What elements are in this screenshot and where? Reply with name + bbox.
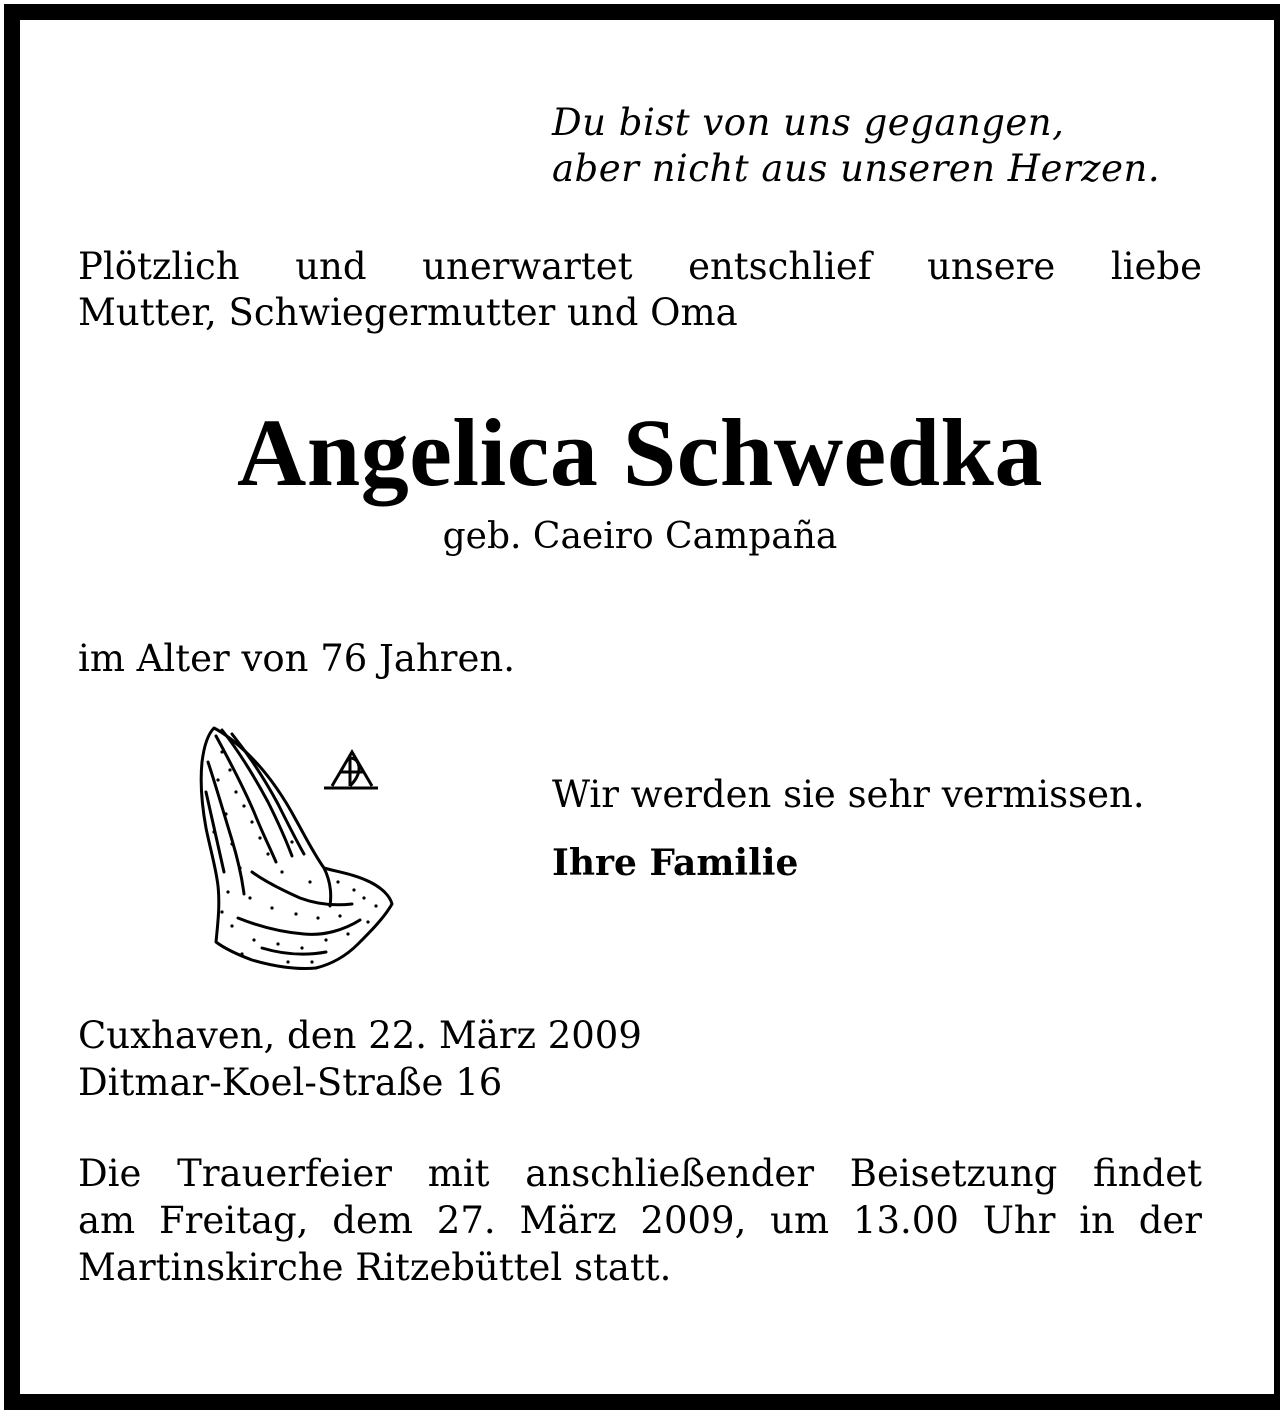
service-line-1: Die Trauerfeier mit anschließender Beisetzung findet bbox=[78, 1152, 1202, 1195]
street-address: Ditmar-Koel-Straße 16 bbox=[78, 1061, 503, 1104]
intro-text bbox=[78, 244, 1202, 336]
monogram-mark bbox=[324, 752, 378, 788]
maiden-name: geb. Caeiro Campaña bbox=[442, 516, 838, 557]
place-and-address bbox=[78, 1012, 642, 1106]
service-info bbox=[78, 1150, 1202, 1291]
intro-line-2: Mutter, Schwiegermutter und Oma bbox=[78, 291, 738, 334]
deceased-name: Angelica Schwedka bbox=[237, 399, 1043, 506]
praying-hands-icon bbox=[192, 722, 402, 974]
motto-line-2: aber nicht aus unseren Herzen. bbox=[552, 147, 1161, 190]
closing-message: Wir werden sie sehr vermissen. bbox=[552, 773, 1145, 816]
motto-line-1: Du bist von uns gegangen, bbox=[552, 101, 1065, 144]
age-text: im Alter von 76 Jahren. bbox=[78, 637, 515, 680]
motto bbox=[552, 100, 1160, 192]
place-date: Cuxhaven, den 22. März 2009 bbox=[78, 1014, 642, 1057]
intro-line-1: Plötzlich und unerwartet entschlief unsere liebe bbox=[78, 245, 1202, 288]
service-line-2: am Freitag, dem 27. März 2009, um 13.00 Uhr in der bbox=[78, 1199, 1202, 1242]
family-signature: Ihre Familie bbox=[552, 842, 799, 884]
service-line-3: Martinskirche Ritzebüttel statt. bbox=[78, 1246, 672, 1289]
